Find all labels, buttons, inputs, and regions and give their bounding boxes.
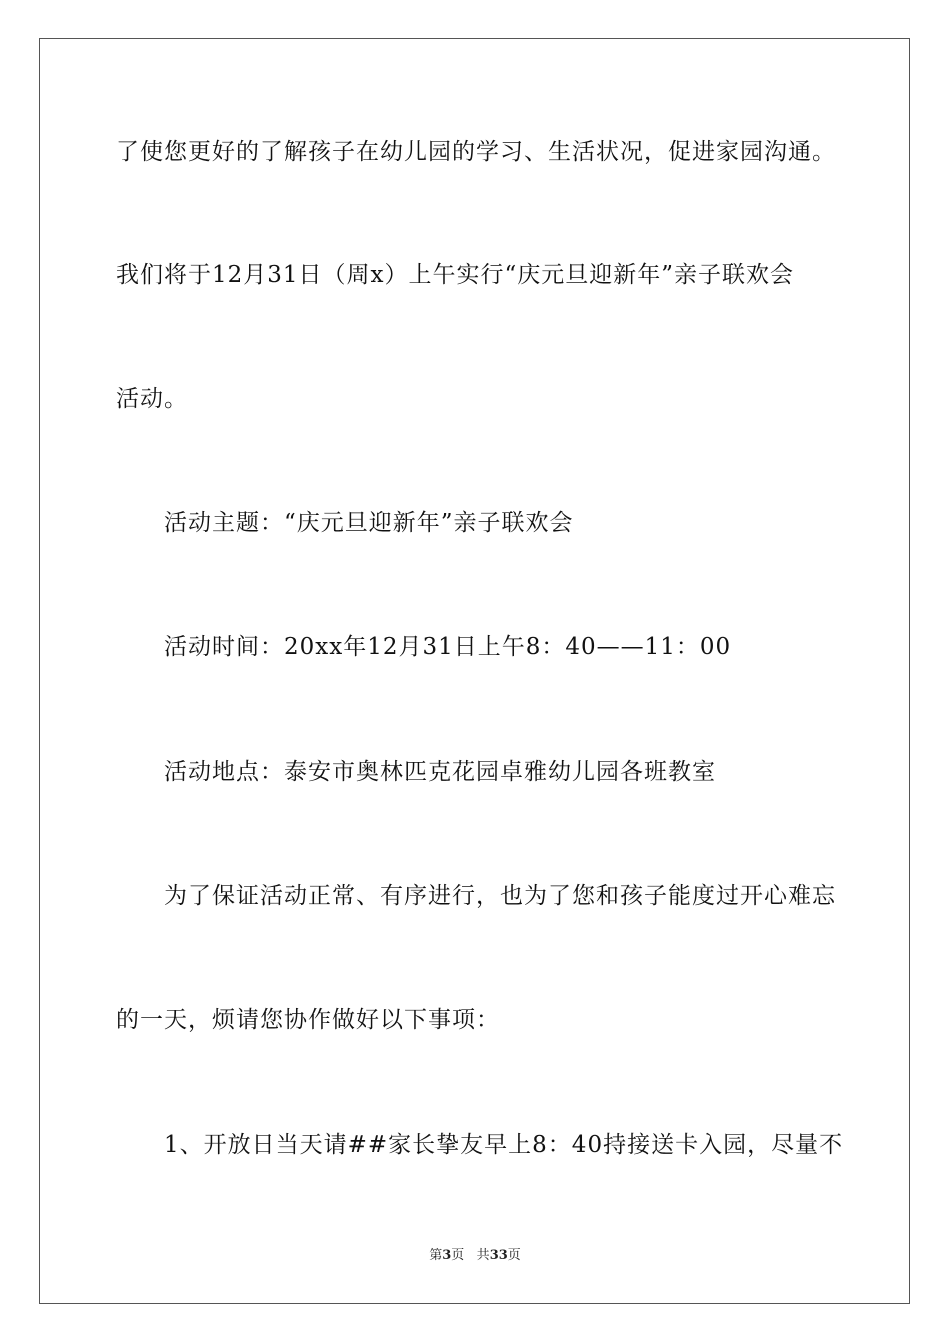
footer-total-prefix: 共 xyxy=(476,1248,490,1263)
footer-total-suffix: 页 xyxy=(507,1248,521,1263)
footer-page-number: 3 xyxy=(442,1248,452,1263)
activity-time-line: 活动时间：20xx年12月31日上午8：40——11：00 xyxy=(164,634,732,660)
paragraph-line-3: 活动。 xyxy=(116,386,188,412)
paragraph-line-1: 了使您更好的了解孩子在幼儿园的学习、生活状况，促进家园沟通。 xyxy=(116,139,836,165)
footer-total-pages: 33 xyxy=(489,1248,508,1263)
footer-page-prefix: 第 xyxy=(429,1248,443,1263)
item-1-line: 1、开放日当天请##家长挚友早上8：40持接送卡入园，尽量不 xyxy=(164,1132,844,1158)
page-footer xyxy=(0,1248,950,1264)
paragraph-line-8: 的一天，烦请您协作做好以下事项： xyxy=(116,1007,500,1033)
paragraph-line-2: 我们将于12月31日（周x）上午实行“庆元旦迎新年”亲子联欢会 xyxy=(116,262,795,288)
paragraph-line-7: 为了保证活动正常、有序进行，也为了您和孩子能度过开心难忘 xyxy=(164,883,836,909)
footer-page-suffix: 页 xyxy=(451,1248,465,1263)
activity-theme-line: 活动主题：“庆元旦迎新年”亲子联欢会 xyxy=(164,510,574,536)
activity-location-line: 活动地点：泰安市奥林匹克花园卓雅幼儿园各班教室 xyxy=(164,759,716,785)
page-border xyxy=(39,38,910,1304)
